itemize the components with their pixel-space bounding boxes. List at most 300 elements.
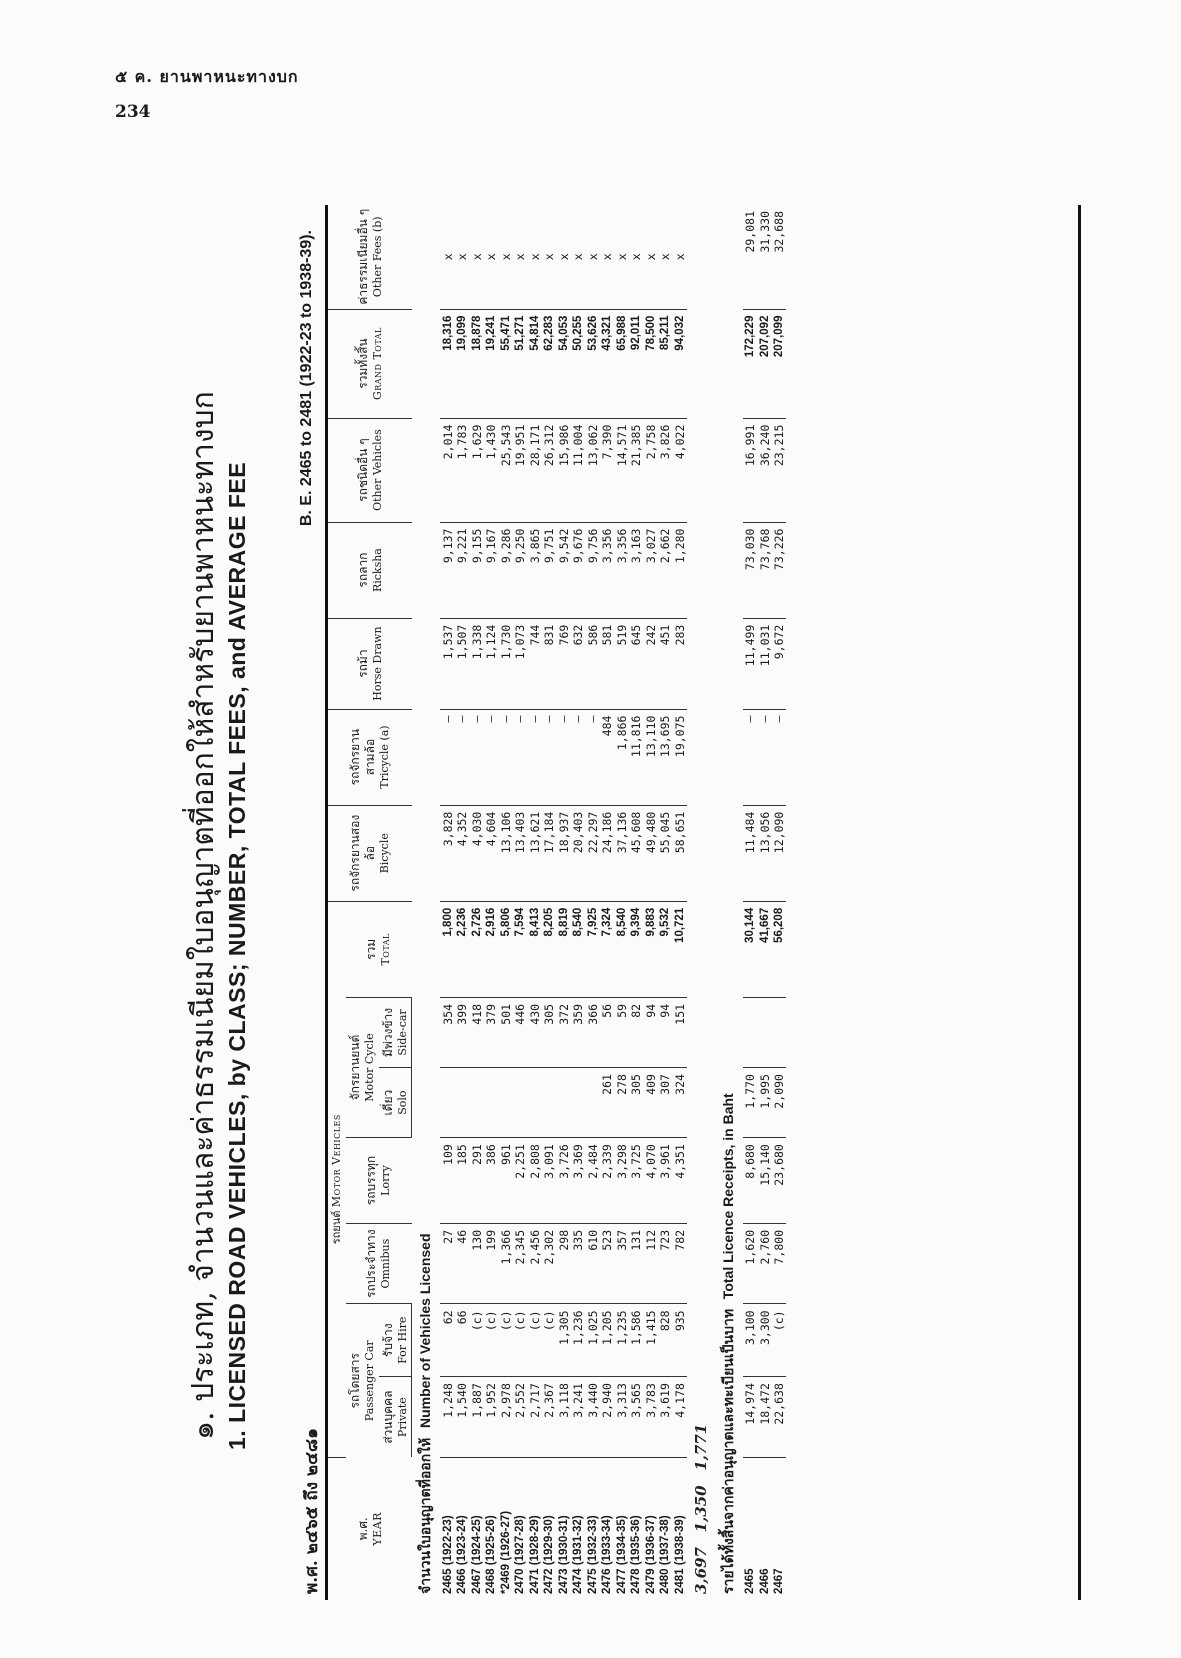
fees-cell: x <box>556 205 571 309</box>
tricycle-cell: 13,110 <box>643 709 658 805</box>
ricksha-cell: 9,286 <box>498 522 513 618</box>
ricksha-cell: 3,356 <box>600 522 615 618</box>
omnibus-cell: 357 <box>614 1223 629 1304</box>
lorry-cell: 2,339 <box>600 1138 615 1224</box>
hire-cell: 935 <box>672 1304 687 1377</box>
other-cell: 2,758 <box>643 418 658 522</box>
year-cell: 2479 (1936-37) <box>644 1515 657 1594</box>
other-cell: 1,629 <box>469 418 484 522</box>
rows-row <box>585 205 600 1600</box>
total-cell: 7,324 <box>600 901 615 997</box>
other-fees-header: ค่าธรรมเนียมอื่น ๆ Other Fees (b) <box>328 205 412 309</box>
private-cell: 3,783 <box>643 1377 658 1458</box>
tricycle-cell: 13,695 <box>658 709 673 805</box>
grand-cell: 54,814 <box>527 309 542 418</box>
fees-cell: x <box>658 205 673 309</box>
hire-cell: 1,305 <box>556 1304 571 1377</box>
year-cell: 2478 (1935-36) <box>630 1515 642 1594</box>
omnibus-cell: 782 <box>672 1223 687 1304</box>
grand-cell: 92,011 <box>629 309 644 418</box>
tricycle-cell: — <box>571 709 586 805</box>
rows-row <box>484 205 499 1600</box>
ricksha-cell: 3,356 <box>614 522 629 618</box>
hire-cell: 1,235 <box>614 1304 629 1377</box>
total-cell: 7,594 <box>513 901 528 997</box>
rotated-table-sheet <box>180 170 1080 1600</box>
side-cell: 372 <box>556 997 571 1067</box>
tricycle-cell: — <box>527 709 542 805</box>
solo-cell <box>469 1068 484 1138</box>
fees-cell: x <box>643 205 658 309</box>
other-vehicles-header: รถชนิดอื่น ๆ Other Vehicles <box>328 418 412 522</box>
other-cell: 25,543 <box>498 418 513 522</box>
bicycle-cell: 45,608 <box>629 805 644 901</box>
horse-cell: 242 <box>643 618 658 709</box>
hire-cell: 1,415 <box>643 1304 658 1377</box>
rows-row <box>469 205 484 1600</box>
fees-cell: x <box>440 205 455 309</box>
rows-row <box>629 205 644 1600</box>
title-english: 1. LICENSED ROAD VEHICLES, by CLASS; NUMBER, TOTAL FEES, and AVERAGE FEE <box>224 461 250 1450</box>
ricksha-cell: 73,226 <box>772 522 787 618</box>
year-range-thai: พ.ศ. ๒๔๖๕ ถึง ๒๔๘๑ <box>302 1428 322 1594</box>
total-cell: 8,819 <box>556 901 571 997</box>
solo-header: เดี่ยว Solo <box>379 1068 412 1138</box>
hire-cell: 1,205 <box>600 1304 615 1377</box>
private-cell: 2,552 <box>513 1377 528 1458</box>
bicycle-cell: 13,056 <box>757 805 772 901</box>
private-header: ส่วนบุคคล Private <box>379 1377 412 1458</box>
bicycle-cell: 49,480 <box>643 805 658 901</box>
rows-row <box>440 205 455 1600</box>
motor-cycle-header: จักรยานยนต์ Motor Cycle <box>346 997 379 1137</box>
tricycle-cell: — <box>556 709 571 805</box>
total-cell: 9,394 <box>629 901 644 997</box>
lorry-cell: 3,091 <box>542 1138 557 1224</box>
year-cell: 2473 (1930-31) <box>557 1515 570 1594</box>
grand-cell: 207,092 <box>757 309 772 418</box>
statistics-table-frame <box>325 205 1081 1600</box>
bicycle-cell: 18,937 <box>556 805 571 901</box>
hire-cell: (c) <box>772 1304 787 1377</box>
horse-cell: 9,672 <box>772 618 787 709</box>
horse-cell: 283 <box>672 618 687 709</box>
hire-cell: 1,236 <box>571 1304 586 1377</box>
grand-cell: 78,500 <box>643 309 658 418</box>
other-cell: 1,430 <box>484 418 499 522</box>
fees-cell: x <box>455 205 470 309</box>
solo-cell: 409 <box>643 1068 658 1138</box>
side-cell: 359 <box>571 997 586 1067</box>
hire-cell: 66 <box>455 1304 470 1377</box>
year-cell: 2468 (1925-26) <box>485 1515 497 1594</box>
hire-cell: (c) <box>469 1304 484 1377</box>
ricksha-cell: 9,250 <box>513 522 528 618</box>
for-hire-header: รับจ้าง For Hire <box>379 1304 412 1377</box>
grand-cell: 19,099 <box>455 309 470 418</box>
tricycle-cell: — <box>440 709 455 805</box>
tricycle-cell: — <box>498 709 513 805</box>
fees-cell: 32,688 <box>772 205 787 309</box>
other-cell: 26,312 <box>542 418 557 522</box>
other-cell: 16,991 <box>743 418 758 522</box>
receipts-row <box>772 205 787 1600</box>
lorry-cell: 2,484 <box>585 1138 600 1224</box>
other-cell: 1,783 <box>455 418 470 522</box>
fees-cell: x <box>600 205 615 309</box>
year-cell: 2475 (1932-33) <box>586 1515 599 1594</box>
grand-total-header: รวมทั้งสิ้น Grand Total <box>328 309 412 418</box>
bicycle-cell: 4,604 <box>484 805 499 901</box>
solo-cell <box>585 1068 600 1138</box>
year-cell: 2467 (1924-25) <box>470 1515 483 1594</box>
lorry-cell: 2,808 <box>527 1138 542 1224</box>
bicycle-cell: 17,184 <box>542 805 557 901</box>
tricycle-cell: 19,075 <box>672 709 687 805</box>
bicycle-cell: 11,484 <box>743 805 758 901</box>
lorry-cell: 185 <box>455 1138 470 1224</box>
handwritten-note-lorry: 1,771 <box>691 1423 710 1471</box>
horse-cell: 586 <box>585 618 600 709</box>
horse-drawn-header: รถม้า Horse Drawn <box>328 618 412 709</box>
total-cell: 8,205 <box>542 901 557 997</box>
side-cell: 151 <box>672 997 687 1067</box>
fees-cell: 31,330 <box>757 205 772 309</box>
rows-row <box>527 205 542 1600</box>
side-cell: 399 <box>455 997 470 1067</box>
tricycle-cell: — <box>484 709 499 805</box>
omnibus-cell: 2,345 <box>513 1223 528 1304</box>
omnibus-cell: 7,800 <box>772 1223 787 1304</box>
handwritten-note-total: 3,697 <box>691 1547 710 1594</box>
solo-cell <box>498 1068 513 1138</box>
side-cell <box>743 997 758 1067</box>
lorry-cell: 961 <box>498 1138 513 1224</box>
total-cell: 9,883 <box>643 901 658 997</box>
side-cell: 366 <box>585 997 600 1067</box>
omnibus-cell: 112 <box>643 1223 658 1304</box>
rows-row <box>542 205 557 1600</box>
lorry-header: รถบรรทุก Lorry <box>346 1138 412 1224</box>
private-cell: 1,540 <box>455 1377 470 1458</box>
tricycle-cell: — <box>743 709 758 805</box>
lorry-cell: 2,251 <box>513 1138 528 1224</box>
tricycle-cell: 484 <box>600 709 615 805</box>
fees-cell: 29,081 <box>743 205 758 309</box>
grand-cell: 172,229 <box>743 309 758 418</box>
ricksha-cell: 9,221 <box>455 522 470 618</box>
fees-cell: x <box>469 205 484 309</box>
year-header: พ.ศ. YEAR <box>355 1512 384 1546</box>
year-cell: 2466 <box>758 1568 771 1594</box>
private-cell: 2,717 <box>527 1377 542 1458</box>
rows-row <box>658 205 673 1600</box>
lorry-cell: 3,369 <box>571 1138 586 1224</box>
horse-cell: 11,499 <box>743 618 758 709</box>
lorry-cell: 4,351 <box>672 1138 687 1224</box>
private-cell: 3,241 <box>571 1377 586 1458</box>
rows-row <box>672 205 687 1600</box>
rows-row <box>571 205 586 1600</box>
lorry-cell: 4,070 <box>643 1138 658 1224</box>
section-licence-receipts: รายได้ทั้งสิ้นจากค่าอนุญาตและทะเบียนเป็นบาท Total Licence Receipts, in Baht <box>719 1093 737 1594</box>
rows-row <box>643 205 658 1600</box>
omnibus-cell: 131 <box>629 1223 644 1304</box>
private-cell: 4,178 <box>672 1377 687 1458</box>
running-head: ๕ ค. ยานพาหนะทางบก <box>115 67 299 86</box>
handwritten-note-omnibus: 1,350 <box>691 1485 710 1533</box>
motor-vehicles-header: รถยนต์ Motor Vehicles <box>328 901 346 1457</box>
grand-cell: 19,241 <box>484 309 499 418</box>
lorry-cell: 386 <box>484 1138 499 1224</box>
horse-cell: 645 <box>629 618 644 709</box>
receipts-row <box>743 205 758 1600</box>
solo-cell: 307 <box>658 1068 673 1138</box>
private-cell: 2,940 <box>600 1377 615 1458</box>
lorry-cell: 15,140 <box>757 1138 772 1224</box>
hire-cell: (c) <box>484 1304 499 1377</box>
omnibus-cell: 298 <box>556 1223 571 1304</box>
year-cell: 2470 (1927-28) <box>514 1515 526 1594</box>
grand-cell: 94,032 <box>672 309 687 418</box>
ricksha-header: รถลาก Ricksha <box>328 522 412 618</box>
year-cell: 2466 (1923-24) <box>456 1515 468 1594</box>
tricycle-cell: — <box>542 709 557 805</box>
tricycle-cell: — <box>513 709 528 805</box>
grand-cell: 18,316 <box>440 309 455 418</box>
bicycle-cell: 4,352 <box>455 805 470 901</box>
side-cell: 94 <box>643 997 658 1067</box>
private-cell: 3,313 <box>614 1377 629 1458</box>
ricksha-cell: 3,163 <box>629 522 644 618</box>
omnibus-cell: 723 <box>658 1223 673 1304</box>
grand-cell: 65,988 <box>614 309 629 418</box>
total-cell: 41,667 <box>757 901 772 997</box>
bicycle-cell: 3,828 <box>440 805 455 901</box>
lorry-cell: 109 <box>440 1138 455 1224</box>
ricksha-cell: 9,137 <box>440 522 455 618</box>
total-cell: 10,721 <box>672 901 687 997</box>
horse-cell: 11,031 <box>757 618 772 709</box>
side-cell: 305 <box>542 997 557 1067</box>
omnibus-header: รถประจำทาง Omnibus <box>346 1223 412 1304</box>
receipts-row <box>757 205 772 1600</box>
total-cell: 2,726 <box>469 901 484 997</box>
solo-cell <box>455 1068 470 1138</box>
total-cell: 8,540 <box>614 901 629 997</box>
horse-cell: 581 <box>600 618 615 709</box>
horse-cell: 1,073 <box>513 618 528 709</box>
fees-cell: x <box>571 205 586 309</box>
side-cell: 82 <box>629 997 644 1067</box>
other-cell: 15,986 <box>556 418 571 522</box>
year-cell: 2481 (1938-39) <box>673 1515 686 1594</box>
solo-cell: 2,090 <box>772 1068 787 1138</box>
solo-cell: 305 <box>629 1068 644 1138</box>
bicycle-cell: 22,297 <box>585 805 600 901</box>
total-cell: 5,806 <box>498 901 513 997</box>
solo-cell <box>556 1068 571 1138</box>
year-range-english: B. E. 2465 to 2481 (1922-23 to 1938-39). <box>298 230 315 527</box>
horse-cell: 632 <box>571 618 586 709</box>
passenger-car-header: รถโดยสาร Passenger Car <box>347 1340 376 1422</box>
private-cell: 22,638 <box>772 1377 787 1458</box>
fees-cell: x <box>614 205 629 309</box>
solo-cell: 324 <box>672 1068 687 1138</box>
year-cell: 2477 (1934-35) <box>615 1515 628 1594</box>
omnibus-cell: 1,620 <box>743 1223 758 1304</box>
bicycle-cell: 13,106 <box>498 805 513 901</box>
other-cell: 36,240 <box>757 418 772 522</box>
ricksha-cell: 73,768 <box>757 522 772 618</box>
horse-cell: 519 <box>614 618 629 709</box>
fees-cell: x <box>498 205 513 309</box>
year-cell: 2465 <box>744 1568 756 1594</box>
side-cell: 56 <box>600 997 615 1067</box>
year-cell: 2471 (1928-29) <box>528 1515 541 1594</box>
grand-cell: 62,283 <box>542 309 557 418</box>
private-cell: 1,952 <box>484 1377 499 1458</box>
horse-cell: 1,537 <box>440 618 455 709</box>
total-cell: 8,413 <box>527 901 542 997</box>
total-cell: 1,800 <box>440 901 455 997</box>
omnibus-cell: 199 <box>484 1223 499 1304</box>
other-cell: 13,062 <box>585 418 600 522</box>
hire-cell: 828 <box>658 1304 673 1377</box>
year-cell: 2467 <box>773 1568 785 1594</box>
grand-cell: 55,471 <box>498 309 513 418</box>
grand-cell: 43,321 <box>600 309 615 418</box>
omnibus-cell: 130 <box>469 1223 484 1304</box>
omnibus-cell: 2,760 <box>757 1223 772 1304</box>
other-cell: 11,004 <box>571 418 586 522</box>
year-cell: 2476 (1933-34) <box>601 1515 613 1594</box>
private-cell: 1,887 <box>469 1377 484 1458</box>
private-cell: 1,248 <box>440 1377 455 1458</box>
lorry-cell: 3,726 <box>556 1138 571 1224</box>
year-cell: 2474 (1931-32) <box>572 1515 584 1594</box>
fees-cell: x <box>672 205 687 309</box>
bicycle-cell: 13,621 <box>527 805 542 901</box>
hire-cell: (c) <box>498 1304 513 1377</box>
other-cell: 7,390 <box>600 418 615 522</box>
ricksha-cell: 73,030 <box>743 522 758 618</box>
side-cell <box>772 997 787 1067</box>
other-cell: 21,385 <box>629 418 644 522</box>
private-cell: 18,472 <box>757 1377 772 1458</box>
solo-cell <box>513 1068 528 1138</box>
section-vehicles-licensed: จำนวนใบอนุญาตที่ออกให้ Number of Vehicles Licensed <box>417 1233 435 1594</box>
handwritten-notes-row <box>687 205 715 1600</box>
total-cell: 2,916 <box>484 901 499 997</box>
horse-cell: 1,338 <box>469 618 484 709</box>
solo-cell <box>542 1068 557 1138</box>
private-cell: 3,118 <box>556 1377 571 1458</box>
solo-cell: 1,995 <box>757 1068 772 1138</box>
fees-cell: x <box>513 205 528 309</box>
omnibus-cell: 2,302 <box>542 1223 557 1304</box>
title-thai: ๑. ประเภท, จำนวนและค่าธรรมเนียมใบอนุญาตที่ออกให้สำหรับยานพาหนะทางบก <box>186 391 221 1440</box>
bicycle-cell: 4,030 <box>469 805 484 901</box>
year-cell: 2472 (1929-30) <box>543 1515 555 1594</box>
private-cell: 3,565 <box>629 1377 644 1458</box>
horse-cell: 451 <box>658 618 673 709</box>
tricycle-cell: — <box>469 709 484 805</box>
grand-cell: 51,271 <box>513 309 528 418</box>
ricksha-cell: 9,676 <box>571 522 586 618</box>
fees-cell: x <box>527 205 542 309</box>
other-cell: 28,171 <box>527 418 542 522</box>
horse-cell: 744 <box>527 618 542 709</box>
rows-row <box>600 205 615 1600</box>
horse-cell: 831 <box>542 618 557 709</box>
other-cell: 3,826 <box>658 418 673 522</box>
lorry-cell: 3,298 <box>614 1138 629 1224</box>
hire-cell: 3,300 <box>757 1304 772 1377</box>
bicycle-cell: 37,136 <box>614 805 629 901</box>
tricycle-header: รถจักรยานสามล้อ Tricycle (a) <box>328 709 412 805</box>
tricycle-cell: — <box>455 709 470 805</box>
side-cell: 430 <box>527 997 542 1067</box>
vehicle-license-table <box>328 205 786 1600</box>
other-cell: 4,022 <box>672 418 687 522</box>
fees-cell: x <box>629 205 644 309</box>
grand-cell: 207,099 <box>772 309 787 418</box>
side-cell: 501 <box>498 997 513 1067</box>
lorry-cell: 291 <box>469 1138 484 1224</box>
rows-row <box>513 205 528 1600</box>
ricksha-cell: 2,662 <box>658 522 673 618</box>
bicycle-cell: 58,651 <box>672 805 687 901</box>
side-cell <box>757 997 772 1067</box>
tricycle-cell: — <box>757 709 772 805</box>
grand-cell: 85,211 <box>658 309 673 418</box>
rows-row <box>614 205 629 1600</box>
bicycle-cell: 24,186 <box>600 805 615 901</box>
other-cell: 19,951 <box>513 418 528 522</box>
grand-cell: 54,053 <box>556 309 571 418</box>
horse-cell: 769 <box>556 618 571 709</box>
other-cell: 14,571 <box>614 418 629 522</box>
solo-cell <box>527 1068 542 1138</box>
lorry-cell: 23,680 <box>772 1138 787 1224</box>
hire-cell: 1,586 <box>629 1304 644 1377</box>
private-cell: 2,978 <box>498 1377 513 1458</box>
tricycle-cell: 11,816 <box>629 709 644 805</box>
page-number: 234 <box>115 102 151 122</box>
solo-cell: 278 <box>614 1068 629 1138</box>
fees-cell: x <box>542 205 557 309</box>
other-cell: 23,215 <box>772 418 787 522</box>
omnibus-cell: 46 <box>455 1223 470 1304</box>
private-cell: 2,367 <box>542 1377 557 1458</box>
side-car-header: มีพ่วงข้าง Side-car <box>379 997 412 1067</box>
ricksha-cell: 9,542 <box>556 522 571 618</box>
side-cell: 379 <box>484 997 499 1067</box>
solo-cell: 261 <box>600 1068 615 1138</box>
tricycle-cell: 1,866 <box>614 709 629 805</box>
lorry-cell: 3,725 <box>629 1138 644 1224</box>
omnibus-cell: 1,366 <box>498 1223 513 1304</box>
bicycle-cell: 12,090 <box>772 805 787 901</box>
ricksha-cell: 3,865 <box>527 522 542 618</box>
year-cell: 2480 (1937-38) <box>659 1515 671 1594</box>
ricksha-cell: 9,155 <box>469 522 484 618</box>
side-cell: 418 <box>469 997 484 1067</box>
rows-row <box>498 205 513 1600</box>
grand-cell: 53,626 <box>585 309 600 418</box>
solo-cell <box>440 1068 455 1138</box>
